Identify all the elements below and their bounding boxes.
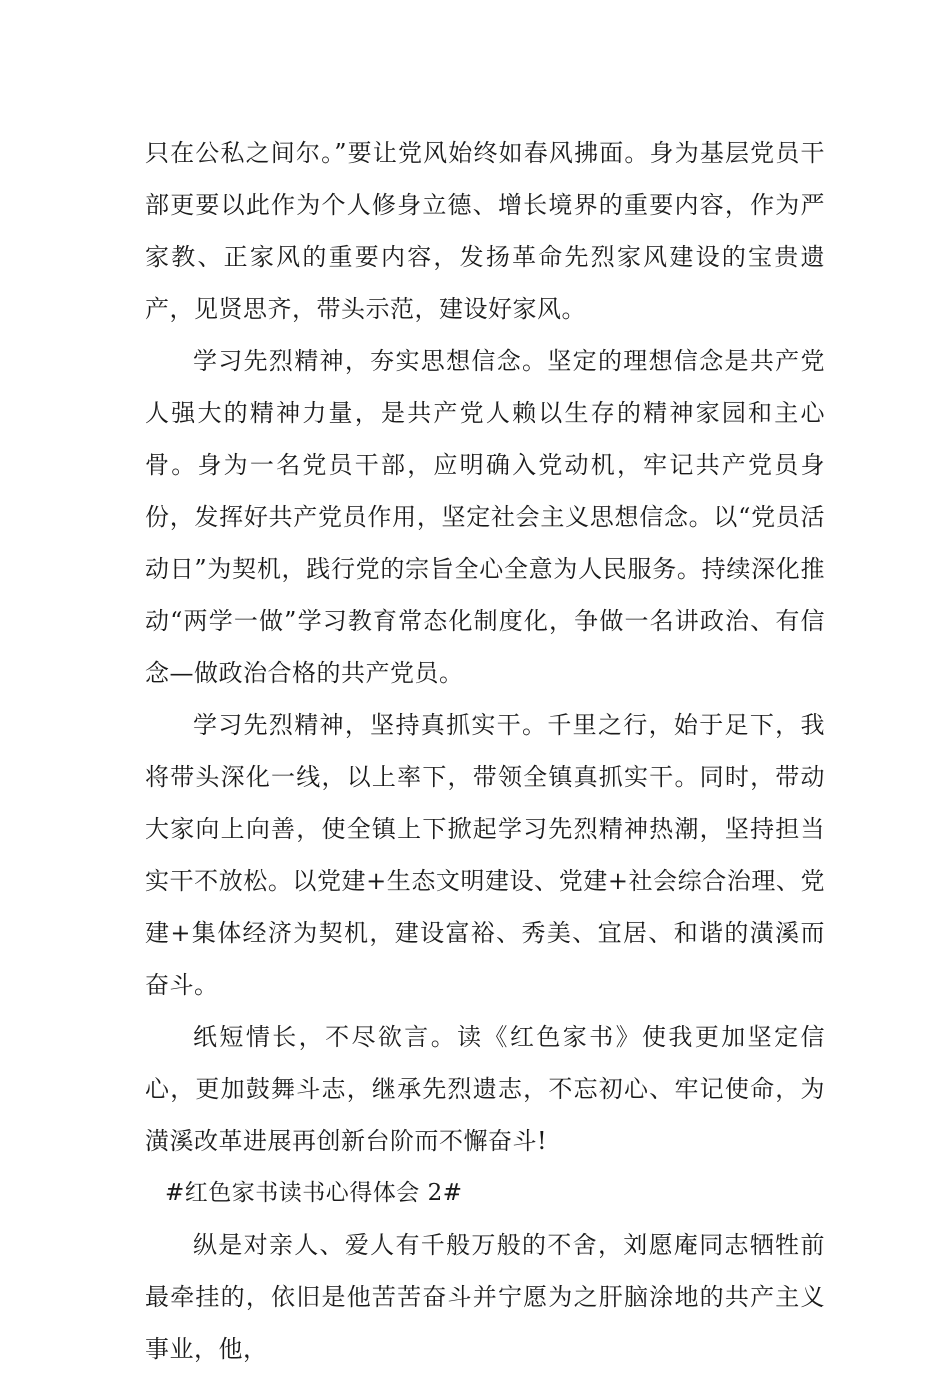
- paragraph-4: 纸短情长，不尽欲言。读《红色家书》使我更加坚定信心，更加鼓舞斗志，继承先烈遗志，不忘初心、牢记使命，为潢溪改革进展再创新台阶而不懈奋斗!: [145, 1023, 825, 1155]
- paragraph-2: 学习先烈精神，夯实思想信念。坚定的理想信念是共产党人强大的精神力量，是共产党人赖以生存的精神家园和主心骨。身为一名党员干部，应明确入党动机，牢记共产党员身份，发挥好共产党员作用，坚定社会主义思想信念。以“党员活动日”为契机，践行党的宗旨全心全意为人民服务。持续深化推动“两学一做”学习教育常态化制度化，争做一名讲政治、有信念—做政治合格的共产党员。: [145, 347, 825, 687]
- paragraph-1: 只在公私之间尔。”要让党风始终如春风拂面。身为基层党员干部更要以此作为个人修身立德、增长境界的重要内容，作为严家教、正家风的重要内容，发扬革命先烈家风建设的宝贵遗产，见贤思齐，带头示范，建设好家风。: [145, 139, 825, 323]
- section-heading: #红色家书读书心得体会 2#: [165, 1180, 463, 1206]
- paragraph-5: 纵是对亲人、爱人有千般万般的不舍，刘愿庵同志牺牲前最牵挂的，依旧是他苦苦奋斗并宁愿为之肝脑涂地的共产主义事业，他，: [145, 1231, 825, 1363]
- document-body: [145, 127, 825, 1375]
- paragraph-3: 学习先烈精神，坚持真抓实干。千里之行，始于足下，我将带头深化一线，以上率下，带领全镇真抓实干。同时，带动大家向上向善，使全镇上下掀起学习先烈精神热潮，坚持担当实干不放松。以党建+生态文明建设、党建+社会综合治理、党建+集体经济为契机，建设富裕、秀美、宜居、和谐的潢溪而奋斗。: [145, 711, 825, 999]
